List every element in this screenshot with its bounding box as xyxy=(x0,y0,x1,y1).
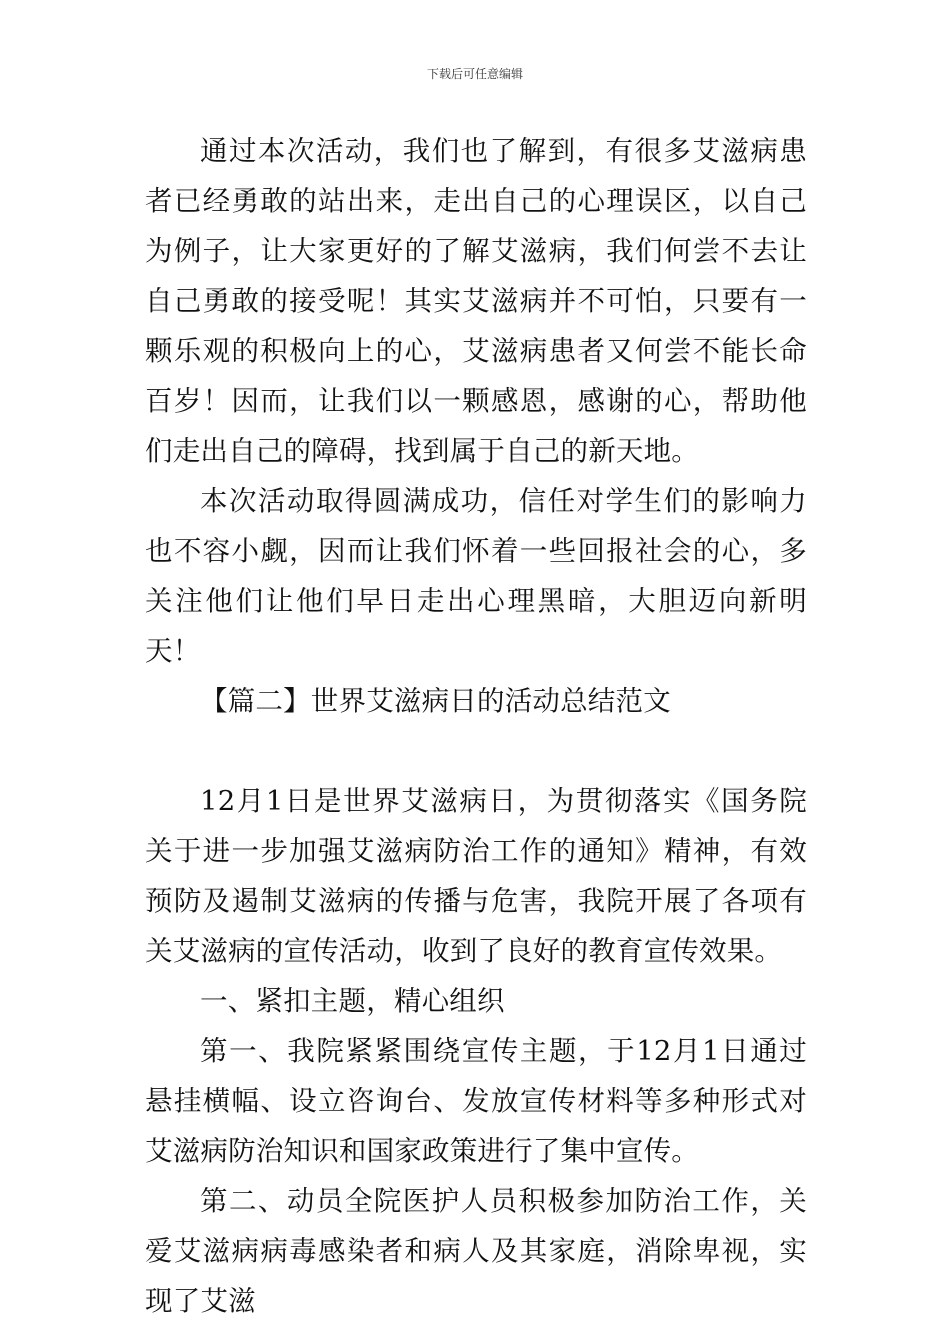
blank-line xyxy=(145,726,807,776)
document-body xyxy=(145,126,807,1326)
paragraph-activity-success: 本次活动取得圆满成功，信任对学生们的影响力也不容小觑，因而让我们怀着一些回报社会的心，多关注他们让他们早日走出心理黑暗，大胆迈向新明天！ xyxy=(145,485,807,667)
section-title: 【篇二】世界艾滋病日的活动总结范文 xyxy=(200,685,671,717)
paragraph-second-point: 第二、动员全院医护人员积极参加防治工作，关爱艾滋病病毒感染者和病人及其家庭，消除卑视，实现了艾滋 xyxy=(145,1185,807,1317)
paragraph-first-point: 第一、我院紧紧围绕宣传主题，于12月1日通过悬挂横幅、设立咨询台、发放宣传材料等多种形式对艾滋病防治知识和国家政策进行了集中宣传。 xyxy=(145,1035,807,1167)
paragraph-aids-day-intro: 12月1日是世界艾滋病日，为贯彻落实《国务院关于进一步加强艾滋病防治工作的通知》精神，有效预防及遏制艾滋病的传播与危害，我院开展了各项有关艾滋病的宣传活动，收到了良好的教育宣传效果。 xyxy=(145,785,807,967)
paragraph-activity-reflection: 通过本次活动，我们也了解到，有很多艾滋病患者已经勇敢的站出来，走出自己的心理误区，以自己为例子，让大家更好的了解艾滋病，我们何尝不去让自己勇敢的接受呢！其实艾滋病并不可怕，只要有一颗乐观的积极向上的心，艾滋病患者又何尝不能长命百岁！因而，让我们以一颗感恩，感谢的心，帮助他们走出自己的障碍，找到属于自己的新天地。 xyxy=(145,135,807,467)
page-header: 下载后可任意编辑 xyxy=(426,67,523,81)
subheading-theme-organization: 一、紧扣主题，精心组织 xyxy=(200,985,505,1017)
